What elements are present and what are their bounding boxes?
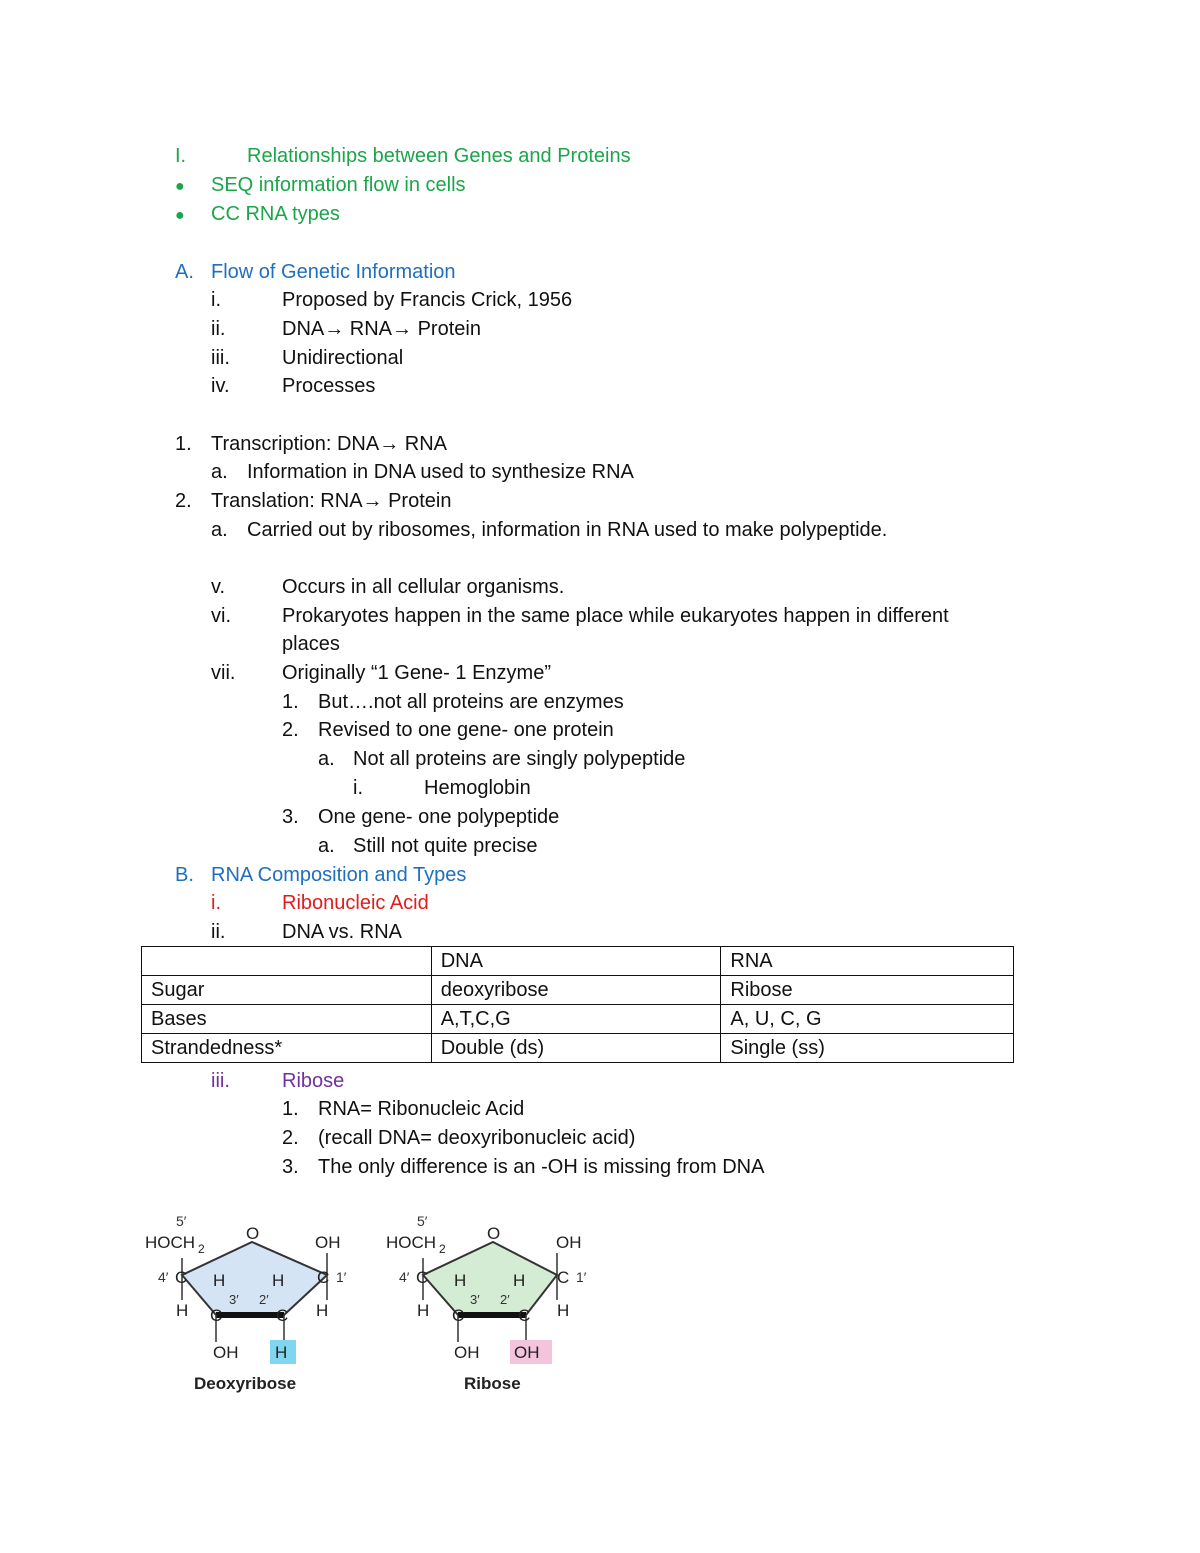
table-cell: A,T,C,G [431, 1005, 721, 1034]
label: OH [315, 1233, 341, 1252]
table-cell: deoxyribose [431, 976, 721, 1005]
list-item: Occurs in all cellular organisms. [282, 576, 565, 598]
bullet-dot-icon: ● [175, 207, 185, 224]
ribose-structure [386, 1213, 587, 1393]
list-item: Still not quite precise [353, 835, 538, 857]
list-item: Prokaryotes happen in the same place while eukaryotes happen in different [282, 605, 949, 627]
list-item: Revised to one gene- one protein [318, 719, 614, 741]
label: OH [454, 1343, 480, 1362]
list-number: 1. [175, 433, 192, 455]
section-B-title: RNA Composition and Types [211, 864, 467, 886]
label: 2 [198, 1242, 205, 1256]
table-cell: Sugar [142, 976, 432, 1005]
list-item: The only difference is an -OH is missing from DNA [318, 1156, 765, 1178]
list-item: Processes [282, 375, 376, 397]
list-item: Information in DNA used to synthesize RNA [247, 461, 634, 483]
list-item: Ribose [282, 1070, 345, 1092]
label: 5′ [176, 1213, 187, 1229]
label: OH [213, 1343, 239, 1362]
list-item: (recall DNA= deoxyribonucleic acid) [318, 1127, 636, 1149]
section-I-number: I. [175, 145, 187, 167]
bullet-item: CC RNA types [211, 203, 340, 225]
section-A-letter: A. [175, 261, 194, 283]
label: C [175, 1268, 188, 1287]
label: 3′ [229, 1292, 239, 1307]
table-cell: Bases [142, 1005, 432, 1034]
table-cell: Single (ss) [721, 1034, 1014, 1063]
table-cell: Strandedness* [142, 1034, 432, 1063]
list-item: But….not all proteins are enzymes [318, 691, 624, 713]
list-number: iii. [211, 1070, 230, 1092]
label: 5′ [417, 1213, 428, 1229]
list-number: a. [211, 461, 228, 483]
list-item: Carried out by ribosomes, information in RNA used to make polypeptide. [247, 519, 888, 541]
table-cell: RNA [721, 947, 1014, 976]
label: O [246, 1224, 260, 1243]
bullet-dot-icon: ● [175, 178, 185, 195]
list-number: 2. [282, 719, 299, 741]
label: H [176, 1301, 189, 1320]
label: 1′ [576, 1269, 587, 1285]
list-number: i. [211, 289, 221, 311]
list-number: 2. [175, 490, 192, 512]
label: H [557, 1301, 570, 1320]
label: C [210, 1306, 223, 1325]
list-number: 1. [282, 691, 299, 713]
list-number: 1. [282, 1098, 299, 1120]
list-item-continuation: places [282, 633, 340, 655]
list-item: Proposed by Francis Crick, 1956 [282, 289, 573, 311]
list-item: Ribonucleic Acid [282, 892, 429, 914]
list-number: i. [353, 777, 363, 799]
list-number: ii. [211, 921, 226, 943]
label: HOCH [145, 1233, 196, 1252]
label: C [276, 1306, 289, 1325]
list-number: a. [318, 748, 335, 770]
list-number: i. [211, 892, 221, 914]
label: 2′ [259, 1292, 269, 1307]
list-number: 2. [282, 1127, 299, 1149]
deoxyribose-structure [145, 1213, 347, 1393]
list-number: v. [211, 576, 226, 598]
list-item: Hemoglobin [424, 777, 531, 799]
list-item: DNA→ RNA→ Protein [282, 318, 481, 340]
list-number: vii. [211, 662, 236, 684]
label: H [417, 1301, 430, 1320]
section-B-letter: B. [175, 864, 194, 886]
list-number: iii. [211, 347, 230, 369]
table-cell: Ribose [721, 976, 1014, 1005]
label: 4′ [158, 1269, 169, 1285]
label: H [213, 1271, 226, 1290]
section-I-title: Relationships between Genes and Proteins [247, 145, 631, 167]
table-cell: DNA [431, 947, 721, 976]
bullet-item: SEQ information flow in cells [211, 174, 466, 196]
label: C [518, 1306, 531, 1325]
label: C [416, 1268, 429, 1287]
list-item: Originally “1 Gene- 1 Enzyme” [282, 662, 551, 684]
label: 2 [439, 1242, 446, 1256]
section-A-title: Flow of Genetic Information [211, 261, 456, 283]
table-cell: Double (ds) [431, 1034, 721, 1063]
list-item: One gene- one polypeptide [318, 806, 560, 828]
sugar-name-label: Ribose [464, 1374, 521, 1393]
label: OH [556, 1233, 582, 1252]
table-cell: A, U, C, G [721, 1005, 1014, 1034]
list-number: 3. [282, 1156, 299, 1178]
list-number: a. [318, 835, 335, 857]
sugar-name-label: Deoxyribose [194, 1374, 297, 1393]
label: H [513, 1271, 526, 1290]
list-item: Transcription: DNA→ RNA [211, 433, 447, 455]
list-number: ii. [211, 318, 226, 340]
label: H [454, 1271, 467, 1290]
list-number: a. [211, 519, 228, 541]
label: OH [514, 1343, 540, 1362]
label: C [452, 1306, 465, 1325]
label: C [557, 1268, 570, 1287]
list-item: Translation: RNA→ Protein [211, 490, 452, 512]
label: HOCH [386, 1233, 437, 1252]
list-item: Not all proteins are singly polypeptide [353, 748, 686, 770]
list-item: Unidirectional [282, 347, 404, 369]
label: 4′ [399, 1269, 410, 1285]
list-number: vi. [211, 605, 231, 627]
label: 3′ [470, 1292, 480, 1307]
label: 2′ [500, 1292, 510, 1307]
list-number: 3. [282, 806, 299, 828]
label: C [317, 1268, 330, 1287]
label: H [275, 1343, 288, 1362]
list-item: RNA= Ribonucleic Acid [318, 1098, 525, 1120]
label: 1′ [336, 1269, 347, 1285]
list-number: iv. [211, 375, 230, 397]
list-item: DNA vs. RNA [282, 921, 403, 943]
label: O [487, 1224, 501, 1243]
label: H [272, 1271, 285, 1290]
label: H [316, 1301, 329, 1320]
